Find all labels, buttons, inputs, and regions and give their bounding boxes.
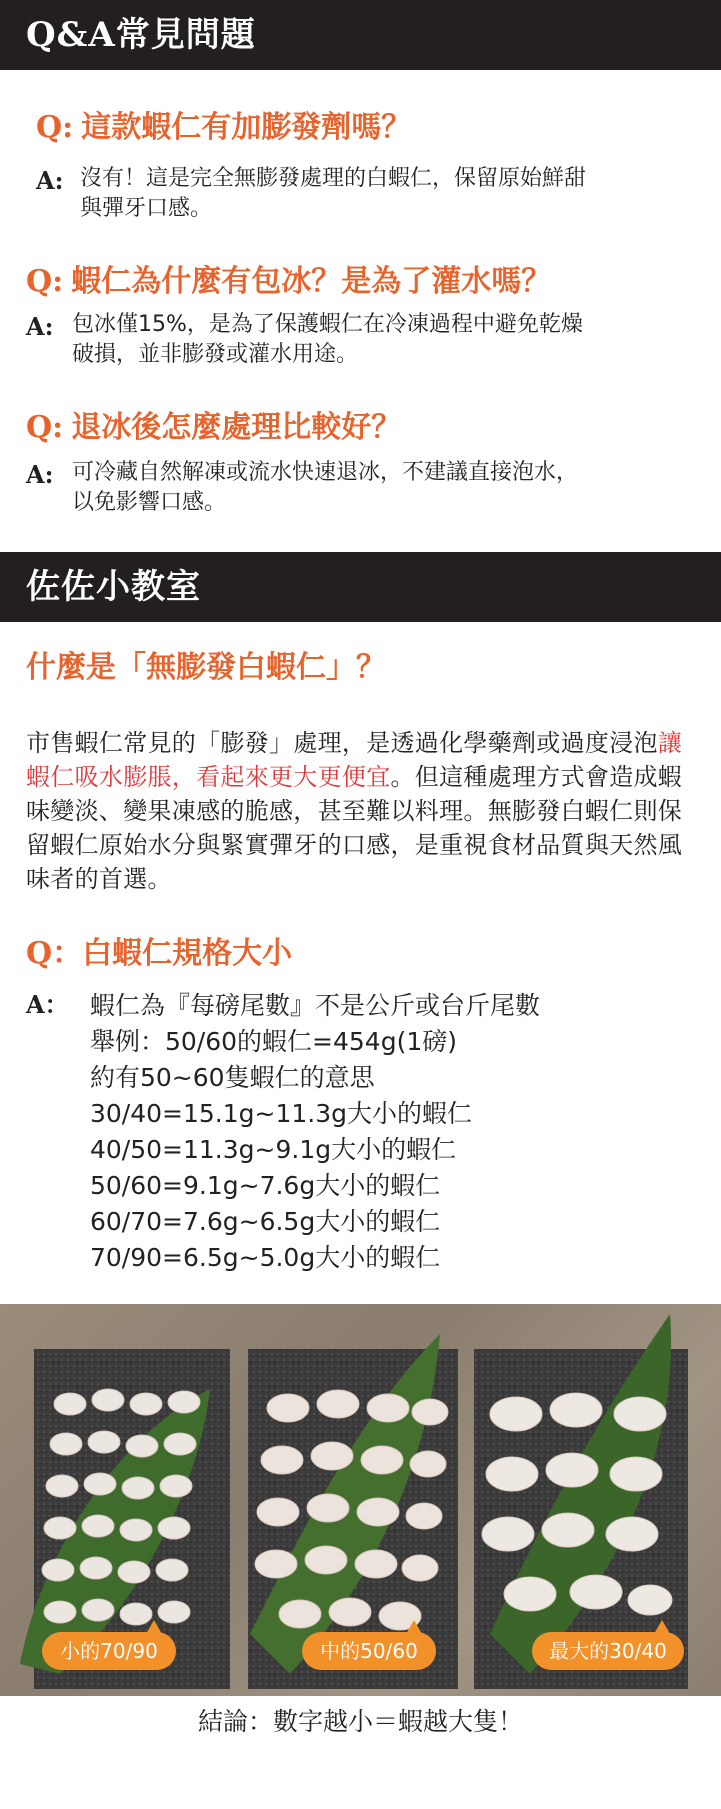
size-badge-small: 小的70/90 [42, 1632, 176, 1670]
answer-line: 可冷藏自然解凍或流水快速退冰，不建議直接泡水， [72, 460, 579, 485]
a-label: A: [36, 166, 64, 195]
para-highlight: 讓蝦仁吸水膨脹，看起來更大更便宜 [26, 729, 683, 791]
spec-line: 30/40=15.1g~11.3g大小的蝦仁 [90, 1099, 473, 1128]
question-text: 白蝦仁規格大小 [82, 936, 293, 971]
class-header-bar [0, 552, 721, 622]
para-text: 市售蝦仁常見的「膨發」處理，是透過化學藥劑或過度浸泡 [26, 729, 658, 757]
size-badge-large: 最大的30/40 [532, 1632, 684, 1670]
answer-line: 破損，並非膨發或灌水用途。 [72, 342, 359, 367]
class-paragraph [26, 726, 698, 896]
spec-line: 40/50=11.3g~9.1g大小的蝦仁 [90, 1135, 457, 1164]
spec-a-label: A： [26, 990, 69, 1019]
spec-line: 約有50~60隻蝦仁的意思 [90, 1063, 375, 1092]
spec-line: 蝦仁為『每磅尾數』不是公斤或台斤尾數 [90, 991, 541, 1020]
qa-answer-2 [72, 310, 583, 370]
qa-question-1 [36, 108, 411, 148]
spec-line: 舉例：50/60的蝦仁=454g(1磅) [90, 1027, 457, 1056]
para-text: 。但這種處理方式會造成蝦味變淡、變果凍感的脆感，甚至難以料理。無膨發白蝦仁則保留蝦仁原始水分與緊實彈牙的口感，是重視食材品質與天然風味者的首選。 [26, 763, 683, 893]
a-label: A: [26, 460, 54, 489]
qa-answer-3 [72, 458, 578, 518]
answer-line: 沒有！這是完全無膨發處理的白蝦仁，保留原始鮮甜 [80, 166, 587, 191]
question-text: 退冰後怎麼處理比較好？ [71, 410, 402, 445]
class-heading: 什麼是「無膨發白蝦仁」？ [26, 650, 386, 685]
shrimp-comparison-photo [0, 1304, 721, 1696]
q-label: Q: [36, 110, 74, 145]
qa-answer-1 [80, 164, 586, 224]
answer-line: 以免影響口感。 [72, 490, 227, 515]
qa-question-2 [26, 262, 551, 302]
class-header-title: 佐佐小教室 [26, 567, 201, 607]
qa-header-title: Q&A常見問題 [26, 15, 256, 55]
spec-line: 50/60=9.1g~7.6g大小的蝦仁 [90, 1171, 441, 1200]
a-label: A: [26, 312, 54, 341]
qa-header-bar [0, 0, 721, 70]
qa-question-3 [26, 408, 401, 448]
q-label: Q: [26, 410, 64, 445]
size-badge-medium: 中的50/60 [302, 1632, 436, 1670]
answer-line: 與彈牙口感。 [80, 196, 213, 221]
answer-line: 包冰僅15%，是為了保護蝦仁在冷凍過程中避免乾燥 [72, 312, 583, 337]
spec-line: 60/70=7.6g~6.5g大小的蝦仁 [90, 1207, 441, 1236]
conclusion-text: 結論：數字越小＝蝦越大隻！ [197, 1707, 523, 1736]
q-label: Q： [26, 936, 83, 971]
spec-line: 70/90=6.5g~5.0g大小的蝦仁 [90, 1243, 441, 1272]
question-text: 蝦仁為什麼有包冰？是為了灌水嗎？ [71, 264, 552, 299]
spec-question [26, 934, 292, 974]
question-text: 這款蝦仁有加膨發劑嗎？ [81, 110, 412, 145]
q-label: Q: [26, 264, 64, 299]
